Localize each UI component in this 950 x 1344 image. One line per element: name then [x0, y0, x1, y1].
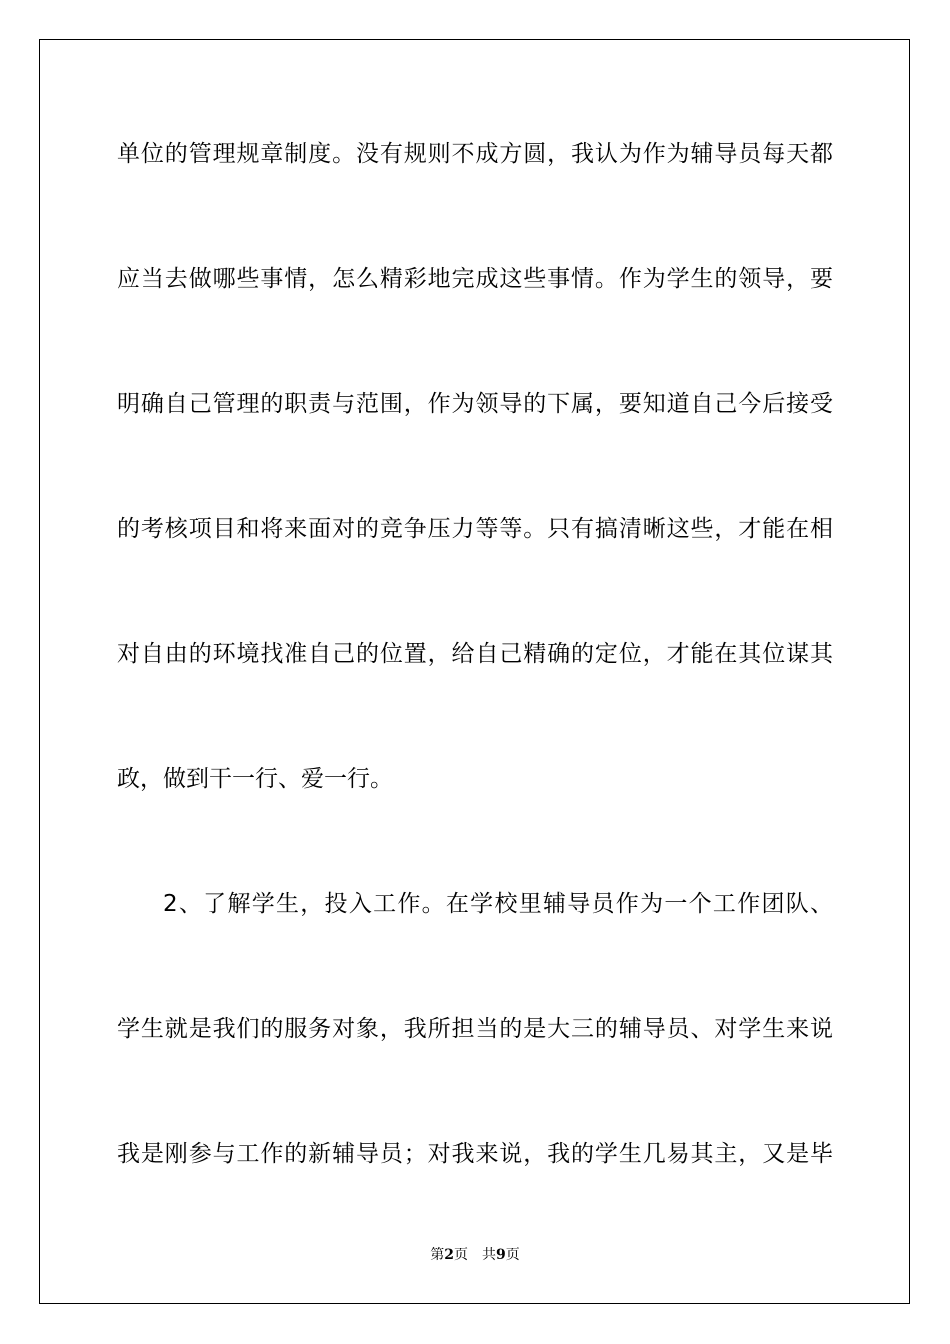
paragraph-line: 学生就是我们的服务对象，我所担当的是大三的辅导员、对学生来说 — [117, 1016, 833, 1042]
page-suffix: 页 — [454, 1247, 468, 1263]
body-text — [117, 126, 833, 1251]
paragraph-line: 应当去做哪些事情，怎么精彩地完成这些事情。作为学生的领导，要 — [117, 266, 833, 292]
paragraph-line: 我是刚参与工作的新辅导员；对我来说，我的学生几易其主，又是毕 — [117, 1141, 833, 1167]
paragraph-line: 的考核项目和将来面对的竞争压力等等。只有搞清晰这些，才能在相 — [117, 516, 833, 542]
paragraph-line: 明确自己管理的职责与范围，作为领导的下属，要知道自己今后接受 — [117, 391, 833, 417]
paragraph-line: 对自由的环境找准自己的位置，给自己精确的定位，才能在其位谋其 — [117, 641, 833, 667]
paragraph-line: 单位的管理规章制度。没有规则不成方圆，我认为作为辅导员每天都 — [117, 141, 833, 167]
page-number: 2 — [444, 1247, 454, 1263]
paragraph-line: 政，做到干一行、爱一行。 — [117, 766, 393, 792]
total-prefix: 共 — [482, 1247, 496, 1263]
page-footer — [0, 1245, 950, 1265]
paragraph-line: 2、了解学生，投入工作。在学校里辅导员作为一个工作团队、 — [163, 891, 833, 917]
total-suffix: 页 — [505, 1247, 520, 1263]
total-pages: 9 — [496, 1247, 506, 1263]
page-prefix: 第 — [430, 1247, 445, 1263]
